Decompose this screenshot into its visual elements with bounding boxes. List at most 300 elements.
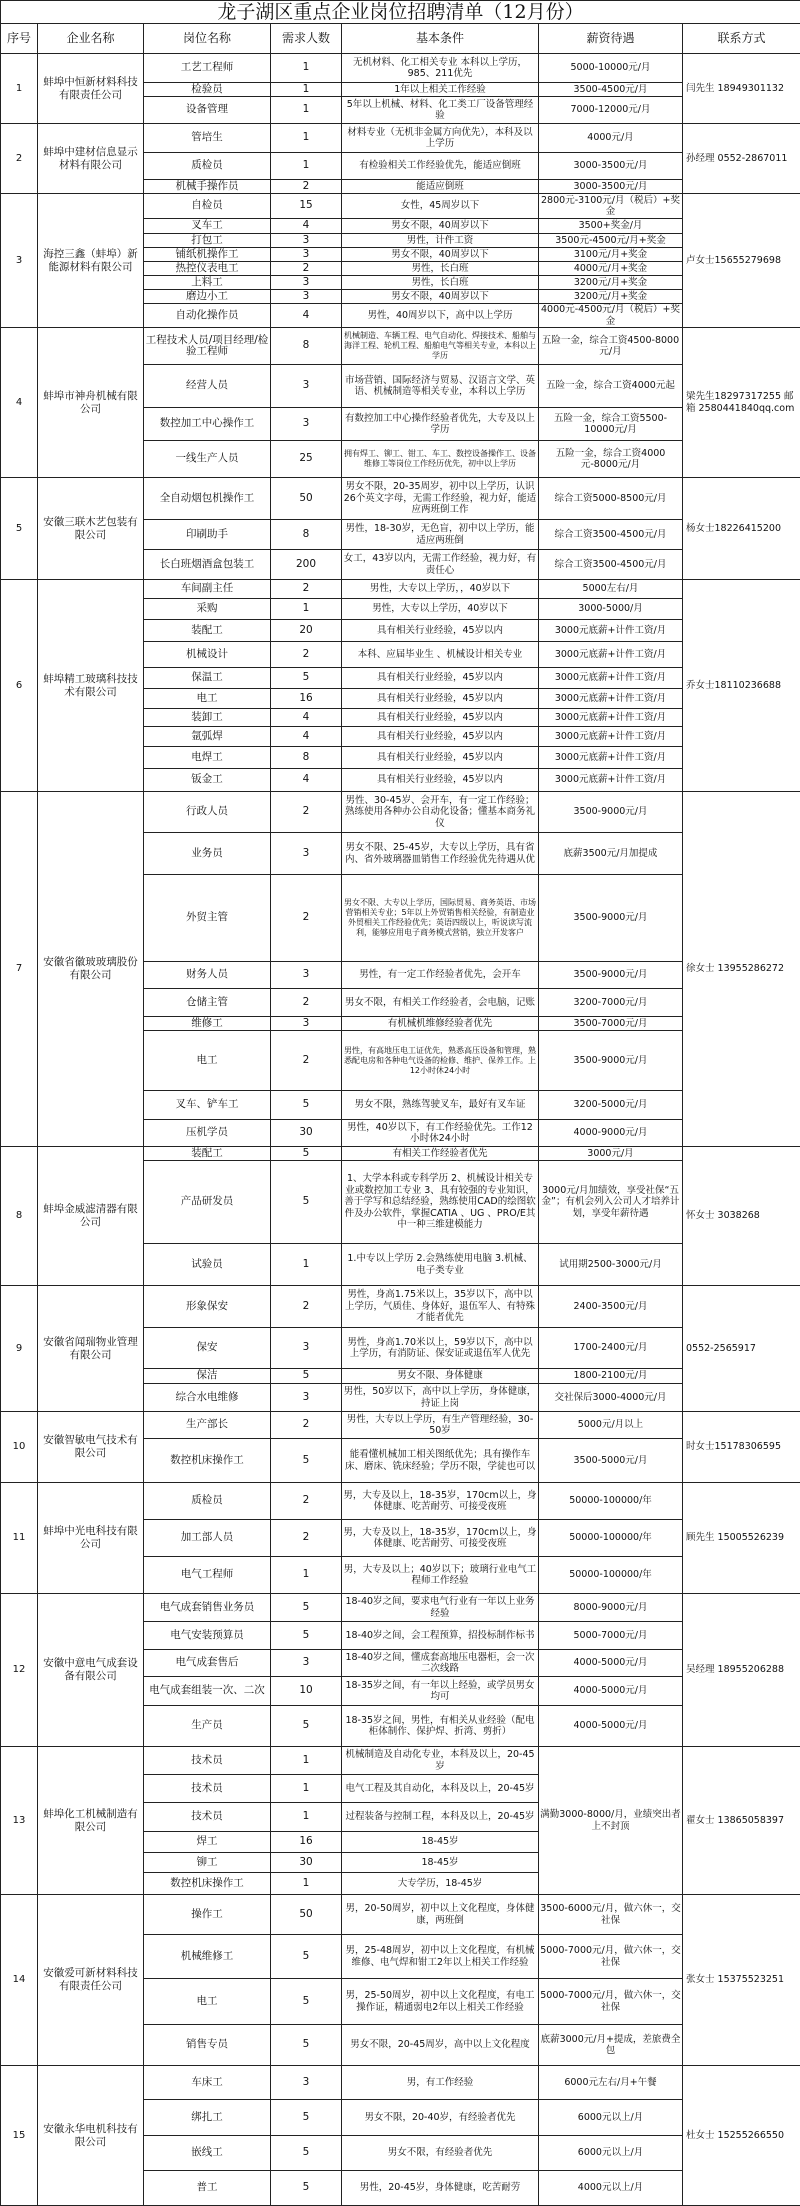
position-title: 电气安装预算员 [144,1622,271,1650]
position-title: 装配工 [144,620,271,642]
company-contact: 怀女士 3038268 [683,1147,800,1286]
position-salary: 3200元/月+奖金 [539,276,683,290]
position-title: 电工 [144,1031,271,1091]
position-count: 30 [271,1120,342,1147]
position-requirements: 男，有工作经验 [342,2066,539,2100]
position-count: 5 [271,1147,342,1161]
table-row [1,1895,800,1935]
position-count: 2 [271,262,342,276]
position-title: 操作工 [144,1895,271,1935]
company-contact: 卢女士15655279698 [683,194,800,328]
position-requirements: 男女不限，20-45周岁，高中以上文化程度 [342,2025,539,2066]
company-seq: 11 [1,1483,38,1594]
position-count: 1 [271,153,342,180]
position-requirements: 1.中专以上学历 2.会熟练使用电脑 3.机械、电子类专业 [342,1244,539,1286]
position-requirements: 机械制造及自动化专业，本科及以上，20-45岁 [342,1747,539,1775]
position-count: 4 [271,727,342,747]
position-count: 5 [271,1979,342,2025]
position-requirements: 有检验相关工作经验优先，能适应倒班 [342,153,539,180]
position-title: 磨边小工 [144,290,271,304]
position-salary: 5000元/月以上 [539,1412,683,1439]
company-name: 安徽省徽玻玻璃股份有限公司 [38,792,144,1147]
position-count: 5 [271,2171,342,2206]
position-requirements: 男性，20-45岁，身体健康，吃苦耐劳 [342,2171,539,2206]
position-title: 电工 [144,689,271,709]
position-salary: 3500-6000元/月，做六休一，交社保 [539,1895,683,1935]
position-count: 8 [271,747,342,769]
position-count: 30 [271,1853,342,1873]
company-seq: 3 [1,194,38,328]
position-title: 车床工 [144,2066,271,2100]
position-count: 5 [271,1161,342,1244]
position-salary: 5000-10000元/月 [539,54,683,83]
table-row [1,1747,800,1775]
position-count: 2 [271,792,342,833]
company-name: 蚌埠化工机械制造有限公司 [38,1747,144,1895]
position-count: 50 [271,1895,342,1935]
table-row [1,478,800,520]
position-salary: 3500-9000元/月 [539,1031,683,1091]
position-requirements: 1年以上相关工作经验 [342,83,539,97]
position-count: 1 [271,1803,342,1832]
table-row [1,580,800,599]
position-title: 财务人员 [144,962,271,989]
position-title: 数控机床操作工 [144,1439,271,1483]
position-requirements: 男性，有一定工作经验者优先，会开车 [342,962,539,989]
position-salary: 4000元以上/月 [539,2171,683,2206]
position-count: 1 [271,54,342,83]
position-requirements: 18-35岁之间，有一年以上经验，或学员男女均可 [342,1677,539,1706]
position-requirements: 男性，身高1.75米以上，35岁以下，高中以上学历，气质佳、身体好，退伍军人、有特殊才能者优先 [342,1286,539,1328]
position-count: 5 [271,1369,342,1384]
company-seq: 10 [1,1412,38,1483]
position-requirements: 5年以上机械、材料、化工类工厂设备管理经验 [342,97,539,124]
position-requirements: 市场营销、国际经济与贸易、汉语言文学、英语、机械制造等相关专业，本科以上学历 [342,365,539,408]
position-requirements: 材料专业（无机非金属方向优先），本科及以上学历 [342,124,539,153]
position-requirements: 男女不限，有经验者优先 [342,2136,539,2171]
header-company: 企业名称 [38,24,144,54]
position-salary: 3000-3500元/月 [539,153,683,180]
position-count: 2 [271,1412,342,1439]
position-title: 装配工 [144,1147,271,1161]
position-salary: 满勤3000-8000/月，业绩突出者上不封顶 [539,1747,683,1895]
table-row [1,194,800,219]
position-requirements: 男性，40周岁以下，高中以上学历 [342,304,539,328]
position-count: 5 [271,1594,342,1622]
position-salary: 3200元/月+奖金 [539,290,683,304]
position-title: 机械设计 [144,642,271,668]
header-salary: 薪资待遇 [539,24,683,54]
position-requirements: 电气工程及其自动化，本科及以上，20-45岁 [342,1775,539,1803]
position-salary: 5000-7000元/月，做六休一，交社保 [539,1935,683,1979]
position-count: 50 [271,478,342,520]
position-salary: 3000元底薪+计件工资/月 [539,668,683,689]
position-title: 电焊工 [144,747,271,769]
table-row [1,1412,800,1439]
position-count: 5 [271,2100,342,2136]
position-salary: 3000元底薪+计件工资/月 [539,727,683,747]
position-salary: 2400-3500元/月 [539,1286,683,1328]
position-requirements: 1、大学本科或专科学历 2、机械设计相关专业或数控加工专业 3、具有较强的专业知识，善于学写和总结经验，熟练使用CAD的绘图软件及办公软件，掌握CATIA 、UG 、PRO/E其中一种三维建模能力 [342,1161,539,1244]
company-name: 蚌埠中建材信息显示材料有限公司 [38,124,144,194]
position-count: 2 [271,875,342,962]
position-salary: 3000元底薪+计件工资/月 [539,709,683,727]
position-salary: 1700-2400元/月 [539,1328,683,1369]
position-count: 200 [271,550,342,580]
position-title: 技术员 [144,1775,271,1803]
position-title: 叉车工 [144,219,271,234]
position-salary: 4000-5000元/月 [539,1677,683,1706]
table-row [1,1483,800,1520]
position-count: 16 [271,1832,342,1853]
position-count: 3 [271,1328,342,1369]
position-count: 3 [271,1017,342,1031]
position-salary: 4000元/月 [539,124,683,153]
position-count: 3 [271,1650,342,1677]
table-row [1,124,800,153]
position-requirements: 具有相关行业经验，45岁以内 [342,689,539,709]
header-requirements: 基本条件 [342,24,539,54]
position-requirements: 拥有焊工、铆工、钳工、车工、数控设备操作工、设备维修工等岗位工作经历优先，初中以上学历 [342,441,539,478]
company-contact: 杨女士18226415200 [683,478,800,580]
position-count: 2 [271,1031,342,1091]
position-requirements: 男，20-50周岁，初中以上文化程度，身体健康，两班倒 [342,1895,539,1935]
position-salary: 1800-2100元/月 [539,1369,683,1384]
position-title: 工程技术人员/项目经理/检验工程师 [144,328,271,365]
position-count: 8 [271,520,342,550]
position-salary: 五险一金，综合工资5500-10000元/月 [539,408,683,441]
position-salary: 4000-9000元/月 [539,1120,683,1147]
position-title: 电气成套销售业务员 [144,1594,271,1622]
position-requirements: 18-40岁之间，懂成套高地压电器柜，会一次二次线路 [342,1650,539,1677]
position-count: 5 [271,2136,342,2171]
company-seq: 13 [1,1747,38,1895]
position-title: 质检员 [144,153,271,180]
position-title: 普工 [144,2171,271,2206]
position-salary: 3200-7000元/月 [539,989,683,1017]
page-title: 龙子湖区重点企业岗位招聘清单（12月份） [1,1,800,24]
position-count: 2 [271,989,342,1017]
position-requirements: 具有相关行业经验，45岁以内 [342,668,539,689]
company-name: 海控三鑫（蚌埠）新能源材料有限公司 [38,194,144,328]
position-title: 氩弧焊 [144,727,271,747]
position-title: 电气成套组装一次、二次 [144,1677,271,1706]
position-salary: 3500-9000元/月 [539,792,683,833]
position-requirements: 男女不限，40周岁以下 [342,248,539,262]
company-contact: 顾先生 15005526239 [683,1483,800,1594]
position-title: 电气成套售后 [144,1650,271,1677]
position-requirements: 男，大专及以上；40岁以下；玻璃行业电气工程师工作经验 [342,1557,539,1594]
table-row [1,2066,800,2100]
position-title: 嵌线工 [144,2136,271,2171]
position-requirements: 男性，有高地压电工证优先，熟悉高压设备和管理，熟悉配电房和各种电气设备的检修、维护、保养工作。上12小时休24小时 [342,1031,539,1091]
position-requirements: 男女不限，40周岁以下 [342,290,539,304]
position-salary: 3100元/月+奖金 [539,248,683,262]
position-requirements: 具有相关行业经验，45岁以内 [342,620,539,642]
position-requirements: 机械制造、车辆工程、电气自动化、焊接技术、船舶与海洋工程、轮机工程、船舶电气等相关专业，本科以上学历 [342,328,539,365]
position-requirements: 18-45岁 [342,1832,539,1853]
position-salary: 50000-100000/年 [539,1520,683,1557]
position-salary: 7000-12000元/月 [539,97,683,124]
position-count: 4 [271,769,342,792]
company-name: 蚌埠市神舟机械有限公司 [38,328,144,478]
position-count: 1 [271,1244,342,1286]
position-count: 1 [271,97,342,124]
position-requirements: 具有相关行业经验，45岁以内 [342,769,539,792]
position-requirements: 男女不限、25-45岁，大专以上学历，具有省内、省外玻璃器皿销售工作经验优先待遇从优 [342,833,539,875]
position-salary: 3000元底薪+计件工资/月 [539,769,683,792]
position-requirements: 具有相关行业经验，45岁以内 [342,727,539,747]
position-salary: 五险一金，综合工资4000元起 [539,365,683,408]
position-count: 3 [271,365,342,408]
position-title: 技术员 [144,1747,271,1775]
company-seq: 1 [1,54,38,124]
position-requirements: 男女不限、身体健康 [342,1369,539,1384]
position-count: 3 [271,248,342,262]
company-contact: 徐女士 13955286272 [683,792,800,1147]
position-requirements: 男性、30-45岁、会开车，有一定工作经验；熟练使用各种办公自动化设备；懂基本商务礼仪 [342,792,539,833]
position-count: 5 [271,668,342,689]
position-count: 3 [271,408,342,441]
company-name: 安徽中意电气成套设备有限公司 [38,1594,144,1747]
company-name: 蚌埠中光电科技有限公司 [38,1483,144,1594]
position-count: 2 [271,1520,342,1557]
position-salary: 3000元底薪+计件工资/月 [539,747,683,769]
company-contact: 杜女士 15255266550 [683,2066,800,2206]
position-salary: 3000元底薪+计件工资/月 [539,620,683,642]
position-requirements: 18-40岁之间，要求电气行业有一年以上业务经验 [342,1594,539,1622]
position-salary: 3000元底薪+计件工资/月 [539,642,683,668]
company-seq: 4 [1,328,38,478]
company-contact: 孙经理 0552-2867011 [683,124,800,194]
position-requirements: 有相关工作经验者优先 [342,1147,539,1161]
company-seq: 15 [1,2066,38,2206]
position-count: 16 [271,689,342,709]
position-count: 4 [271,219,342,234]
position-title: 打包工 [144,234,271,248]
position-salary: 5000-7000元/月，做六休一，交社保 [539,1979,683,2025]
position-count: 4 [271,304,342,328]
company-name: 安徽智敏电气技术有限公司 [38,1412,144,1483]
company-seq: 9 [1,1286,38,1412]
position-title: 全自动烟包机操作工 [144,478,271,520]
position-salary: 底薪3000元/月+提成，差旅费全包 [539,2025,683,2066]
position-title: 技术员 [144,1803,271,1832]
position-salary: 50000-100000/年 [539,1557,683,1594]
header-row [1,24,800,54]
company-seq: 8 [1,1147,38,1286]
company-contact: 张女士 15375523251 [683,1895,800,2066]
company-name: 安徽省闻瑞物业管理有限公司 [38,1286,144,1412]
position-requirements: 男性，50岁以下，高中以上学历，身体健康，持证上岗 [342,1384,539,1412]
position-title: 长白班烟酒盒包装工 [144,550,271,580]
position-requirements: 男性，大专以上学历，有生产管理经验，30-50岁 [342,1412,539,1439]
position-requirements: 男性，大专以上学历，40岁以下 [342,599,539,620]
position-title: 仓储主管 [144,989,271,1017]
position-title: 保洁 [144,1369,271,1384]
position-salary: 3500-5000元/月 [539,1439,683,1483]
position-title: 设备管理 [144,97,271,124]
position-title: 数控机床操作工 [144,1873,271,1895]
position-count: 2 [271,580,342,599]
position-salary: 3500-4500元/月 [539,83,683,97]
position-title: 业务员 [144,833,271,875]
company-contact: 闫先生 18949301132 [683,54,800,124]
position-requirements: 有机械机维修经验者优先 [342,1017,539,1031]
position-salary: 5000-7000元/月 [539,1622,683,1650]
position-salary: 8000-9000元/月 [539,1594,683,1622]
position-requirements: 具有相关行业经验，45岁以内 [342,709,539,727]
company-name: 蚌埠金威滤清器有限公司 [38,1147,144,1286]
position-title: 销售专员 [144,2025,271,2066]
position-count: 1 [271,1775,342,1803]
header-contact: 联系方式 [683,24,800,54]
position-count: 3 [271,290,342,304]
position-salary: 3500元-4500元/月+奖金 [539,234,683,248]
position-count: 3 [271,276,342,290]
table-row [1,1147,800,1161]
position-requirements: 女性，45周岁以下 [342,194,539,219]
position-requirements: 18-40岁之间，会工程预算，招投标制作标书 [342,1622,539,1650]
position-title: 形象保安 [144,1286,271,1328]
position-requirements: 男，25-48周岁，初中以上文化程度，有机械维修、电气焊和钳工2年以上相关工作经验 [342,1935,539,1979]
position-requirements: 男，大专及以上，18-35岁，170cm以上，身体健康、吃苦耐劳、可接受夜班 [342,1483,539,1520]
position-requirements: 无机材料、化工相关专业 本科以上学历，985、211优先 [342,54,539,83]
position-salary: 5000左右/月 [539,580,683,599]
position-count: 1 [271,1873,342,1895]
position-count: 15 [271,194,342,219]
position-count: 4 [271,709,342,727]
position-count: 1 [271,1557,342,1594]
position-title: 生产部长 [144,1412,271,1439]
position-title: 热控仪表电工 [144,262,271,276]
position-requirements: 过程装备与控制工程，本科及以上，20-45岁 [342,1803,539,1832]
position-title: 管培生 [144,124,271,153]
position-count: 1 [271,83,342,97]
position-title: 上料工 [144,276,271,290]
position-salary: 3000元/月加绩效，享受社保“五金”；有机会列入公司人才培养计划，享受年薪待遇 [539,1161,683,1244]
position-salary: 3500-9000元/月 [539,875,683,962]
position-count: 1 [271,599,342,620]
position-title: 生产员 [144,1706,271,1747]
company-contact: 梁先生18297317255 邮箱 2580441840qq.com [683,328,800,478]
position-requirements: 女工，43岁以内，无需工作经验，视力好，有责任心 [342,550,539,580]
position-requirements: 男女不限，20-40岁，有经验者优先 [342,2100,539,2136]
position-salary: 3500+奖金/月 [539,219,683,234]
position-requirements: 能适应倒班 [342,180,539,194]
position-count: 5 [271,1091,342,1120]
position-title: 印刷助手 [144,520,271,550]
position-title: 压机学员 [144,1120,271,1147]
position-title: 检验员 [144,83,271,97]
position-salary: 底薪3500元/月加提成 [539,833,683,875]
position-salary: 4000-5000元/月 [539,1650,683,1677]
position-salary: 3000元/月 [539,1147,683,1161]
company-seq: 2 [1,124,38,194]
position-title: 铆工 [144,1853,271,1873]
position-count: 2 [271,642,342,668]
table-row [1,792,800,833]
position-salary: 综合工资3500-4500元/月 [539,520,683,550]
position-title: 维修工 [144,1017,271,1031]
position-salary: 3500-9000元/月 [539,962,683,989]
position-requirements: 男，大专及以上，18-35岁，170cm以上，身体健康、吃苦耐劳、可接受夜班 [342,1520,539,1557]
position-requirements: 男，25-50周岁，初中以上文化程度，有电工操作证，精通弱电2年以上相关工作经验 [342,1979,539,2025]
position-title: 机械维修工 [144,1935,271,1979]
position-requirements: 有数控加工中心操作经验者优先，大专及以上学历 [342,408,539,441]
position-requirements: 18-45岁 [342,1853,539,1873]
position-count: 5 [271,1439,342,1483]
company-name: 蚌埠中恒新材料科技有限责任公司 [38,54,144,124]
position-salary: 4000元-4500元/月（税后）+奖金 [539,304,683,328]
position-title: 铺纸机操作工 [144,248,271,262]
position-title: 电工 [144,1979,271,2025]
position-salary: 6000元以上/月 [539,2136,683,2171]
position-requirements: 男女不限，熟练驾驶叉车，最好有叉车证 [342,1091,539,1120]
position-title: 一线生产人员 [144,441,271,478]
position-requirements: 能看懂机械加工相关图纸优先；具有操作车床、磨床、铣床经验；学历不限，学徒也可以 [342,1439,539,1483]
position-count: 1 [271,124,342,153]
position-requirements: 具有相关行业经验，45岁以内 [342,747,539,769]
position-title: 综合水电维修 [144,1384,271,1412]
position-count: 5 [271,2025,342,2066]
position-salary: 50000-100000/年 [539,1483,683,1520]
position-count: 3 [271,962,342,989]
position-title: 保安 [144,1328,271,1369]
position-title: 经营人员 [144,365,271,408]
position-salary: 3500-7000元/月 [539,1017,683,1031]
position-count: 2 [271,1483,342,1520]
position-requirements: 男性，长白班 [342,262,539,276]
table-row [1,54,800,83]
position-count: 20 [271,620,342,642]
company-seq: 6 [1,580,38,792]
position-salary: 2800元-3100元/月（税后）+奖金 [539,194,683,219]
header-seq: 序号 [1,24,38,54]
position-salary: 3000元底薪+计件工资/月 [539,689,683,709]
position-count: 1 [271,1747,342,1775]
header-count: 需求人数 [271,24,342,54]
company-seq: 5 [1,478,38,580]
position-salary: 交社保后3000-4000元/月 [539,1384,683,1412]
position-count: 3 [271,234,342,248]
position-count: 10 [271,1677,342,1706]
position-title: 质检员 [144,1483,271,1520]
position-title: 行政人员 [144,792,271,833]
position-salary: 4000元/月+奖金 [539,262,683,276]
company-seq: 12 [1,1594,38,1747]
table-row [1,328,800,365]
position-salary: 五险一金，综合工资4000元-8000元/月 [539,441,683,478]
position-count: 5 [271,1706,342,1747]
header-position: 岗位名称 [144,24,271,54]
company-name: 安徽爱可新材料科技有限责任公司 [38,1895,144,2066]
position-requirements: 男女不限，40周岁以下 [342,219,539,234]
position-title: 叉车、铲车工 [144,1091,271,1120]
position-count: 5 [271,1935,342,1979]
company-contact: 乔女士18110236688 [683,580,800,792]
position-salary: 五险一金，综合工资4500-8000元/月 [539,328,683,365]
position-title: 自动化操作员 [144,304,271,328]
position-salary: 3000-5000/月 [539,599,683,620]
company-name: 安徽永华电机科技有限公司 [38,2066,144,2206]
position-count: 3 [271,1384,342,1412]
position-requirements: 男性，身高1.70米以上，59岁以下，高中以上学历，有消防证、保安证或退伍军人优先 [342,1328,539,1369]
position-title: 装卸工 [144,709,271,727]
position-title: 钣金工 [144,769,271,792]
company-seq: 7 [1,792,38,1147]
position-title: 试验员 [144,1244,271,1286]
